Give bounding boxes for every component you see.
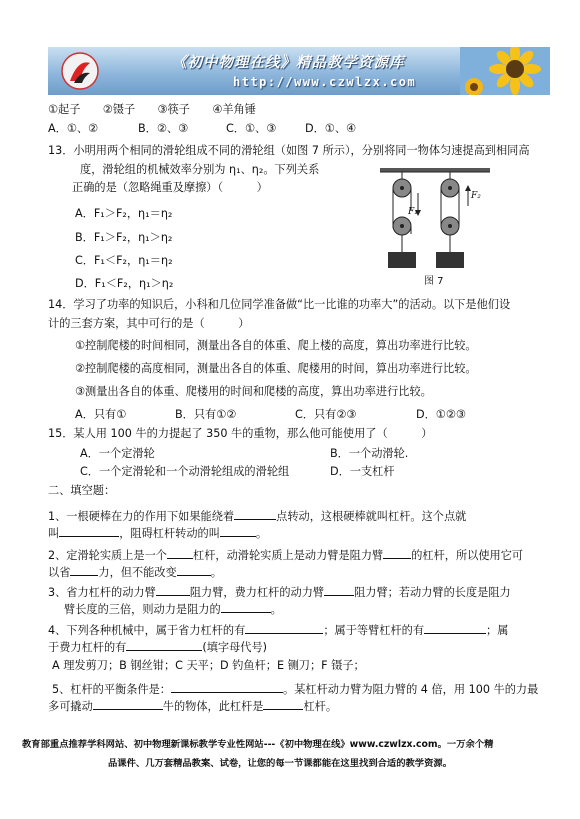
fill3-line1 <box>48 583 511 600</box>
fill2-text-c: 的杠杆，所以使用它可 <box>411 549 524 562</box>
fill4-text-e: (填字母代号) <box>202 641 267 654</box>
q14-line2: 计的三套方案，其中可行的是（ ） <box>48 317 250 330</box>
fill3-text-b: 阻力臂，费力杠杆的动力臂 <box>189 586 325 599</box>
fill5-blank-3[interactable] <box>263 697 303 710</box>
fill5-line1 <box>52 680 538 697</box>
q14-plan-1: ①控制爬楼的时间相同，测量出各自的体重、爬上楼的高度，算出功率进行比较。 <box>75 339 477 352</box>
fill4-blank-1[interactable] <box>245 621 323 634</box>
fill1-blank-3[interactable] <box>220 524 256 537</box>
q12-items: ①起子 ②镊子 ③筷子 ④羊角锤 <box>48 103 256 116</box>
site-title: 《初中物理在线》精品教学资源库 <box>172 54 405 71</box>
fill1-blank-1[interactable] <box>234 507 276 520</box>
q14-plan-3: ③测量出各自的体重、爬楼用的时间和爬楼的高度，算出功率进行比较。 <box>75 385 432 398</box>
fill3-text-c: 阻力臂；若动力臂的长度是阻力 <box>354 586 511 599</box>
site-logo-icon <box>60 51 100 91</box>
q14-choice-b: B．只有①② <box>175 408 237 421</box>
page-footer <box>22 735 562 773</box>
footer-line2: 品课件、几万套精品教案、试卷，让您的每一节课都能在这里找到合适的教学资源。 <box>108 758 452 769</box>
fill2-line1 <box>48 546 523 563</box>
q13-choice-c: C．F₁＜F₂，η₁＝η₂ <box>75 254 173 267</box>
fill3-blank-1[interactable] <box>156 583 190 596</box>
pulley-diagram <box>380 168 490 288</box>
site-url[interactable]: http://www.czwlzx.com <box>233 75 417 89</box>
fill5-text-b: 。某杠杆动力臂为阻力臂的 4 倍，用 100 牛的力最 <box>283 683 539 696</box>
q15-choice-c: C．一个定滑轮和一个动滑轮组成的滑轮组 <box>80 465 290 478</box>
fill5-text-c: 多可撬动 <box>48 700 93 713</box>
fill1-text-d: ，阻碍杠杆转动的叫 <box>119 527 220 540</box>
fill4-items: A 理发剪刀；B 钢丝钳；C 天平；D 钓鱼杆；E 铡刀；F 镊子； <box>52 659 365 672</box>
q14-line1: 14．学习了功率的知识后，小科和几位同学准备做“比一比谁的功率大”的活动。以下是他们设 <box>48 298 511 311</box>
fill5-text-e: 杠杆。 <box>303 700 338 713</box>
q15-choice-a: A．一个定滑轮 <box>80 447 155 460</box>
fill3-blank-2[interactable] <box>324 583 354 596</box>
q12-choice-a: A．①、② <box>48 122 99 135</box>
q12-choice-c: C．①、③ <box>226 122 277 135</box>
fill5-line2 <box>48 697 337 714</box>
fill4-text-c: ；属 <box>486 624 509 637</box>
q12-choice-d: D．①、④ <box>305 122 357 135</box>
q14-choice-c: C．只有②③ <box>295 408 357 421</box>
section2-heading: 二、填空题： <box>48 484 116 497</box>
fill2-text-e: 力，但不能改变 <box>98 566 177 579</box>
fill5-text-a: 5、杠杆的平衡条件是： <box>52 683 171 696</box>
q13-line3: 正确的是（忽略绳重及摩擦）（ ） <box>72 181 268 194</box>
footer-line1: 教育部重点推荐学科网站、初中物理新课标教学专业性网站---《初中物理在线》www.czwlzx.com。一万余个精 <box>22 739 494 750</box>
fill2-line2 <box>48 563 222 580</box>
q15-choice-d: D．一支杠杆 <box>330 465 395 478</box>
fill1-blank-2[interactable] <box>59 524 119 537</box>
fill5-text-d: 牛的物体，此杠杆是 <box>162 700 264 713</box>
fill4-text-d: 于费力杠杆的有 <box>48 641 127 654</box>
fill3-text-d: 臂长度的三倍，则动力是阻力的 <box>64 603 221 616</box>
q15-line1: 15．某人用 100 牛的力提起了 350 牛的重物，那么他可能使用了（ ） <box>48 427 433 440</box>
header-banner <box>48 47 550 95</box>
fill2-text-d: 以省 <box>48 566 71 579</box>
fill3-line2 <box>64 600 282 617</box>
fig7-caption: 图 7 <box>424 276 444 287</box>
q13-line1: 13．小明用两个相同的滑轮组成不同的滑轮组（如图 7 所示），分别将同一物体匀速提高到相同高 <box>48 144 530 157</box>
fill4-blank-2[interactable] <box>424 621 486 634</box>
fill1-text-e: 。 <box>255 527 268 540</box>
fill5-blank-2[interactable] <box>93 697 163 710</box>
q14-choice-d: D．①②③ <box>416 408 466 421</box>
q13-choice-d: D．F₁＜F₂，η₁＞η₂ <box>75 277 174 290</box>
fill4-text-a: 4、下列各种机械中，属于省力杠杆的有 <box>48 624 246 637</box>
fill3-text-e: 。 <box>270 603 282 616</box>
fill2-blank-1[interactable] <box>167 546 193 559</box>
q15-choice-b: B．一个动滑轮. <box>330 447 409 460</box>
fill1-line1 <box>48 507 466 524</box>
f2-label: F₂ <box>471 191 481 201</box>
fill4-text-b: ；属于等臂杠杆的有 <box>323 624 425 637</box>
fill2-text-a: 2、定滑轮实质上是一个 <box>48 549 167 562</box>
fill2-blank-3[interactable] <box>70 563 98 576</box>
fill1-text-b: 点转动，这根硬棒就叫杠杆。这个点就 <box>276 510 467 523</box>
fill2-text-b: 杠杆，动滑轮实质上是动力臂是阻力臂 <box>193 549 384 562</box>
q14-choice-a: A．只有① <box>75 408 127 421</box>
fill5-blank-1[interactable] <box>171 680 283 693</box>
fill2-text-f: 。 <box>210 566 222 579</box>
q13-choice-a: A．F₁＞F₂，η₁＝η₂ <box>75 207 173 220</box>
q13-choice-b: B．F₁＞F₂，η₁＞η₂ <box>75 231 173 244</box>
fill1-line2 <box>48 524 267 541</box>
fill4-line1 <box>48 621 508 638</box>
q12-choice-b: B．②、③ <box>138 122 189 135</box>
fill4-line2 <box>48 638 267 655</box>
fill4-blank-3[interactable] <box>126 638 202 651</box>
q14-plan-2: ②控制爬楼的高度相同，测量出各自的体重、爬楼用的时间，算出功率进行比较。 <box>75 362 477 375</box>
q13-line2: 度，滑轮组的机械效率分别为 η₁、η₂。下列关系 <box>80 163 320 176</box>
fill3-blank-3[interactable] <box>221 600 271 613</box>
fill2-blank-2[interactable] <box>383 546 411 559</box>
sunflower-icon <box>460 47 550 95</box>
fill3-text-a: 3、省力杠杆的动力臂 <box>48 586 156 599</box>
f1-label: F₁ <box>408 207 418 217</box>
fill2-blank-4[interactable] <box>177 563 211 576</box>
fill1-text-c: 叫 <box>48 527 60 540</box>
fill1-text-a: 1、一根硬棒在力的作用下如果能绕着 <box>48 510 235 523</box>
